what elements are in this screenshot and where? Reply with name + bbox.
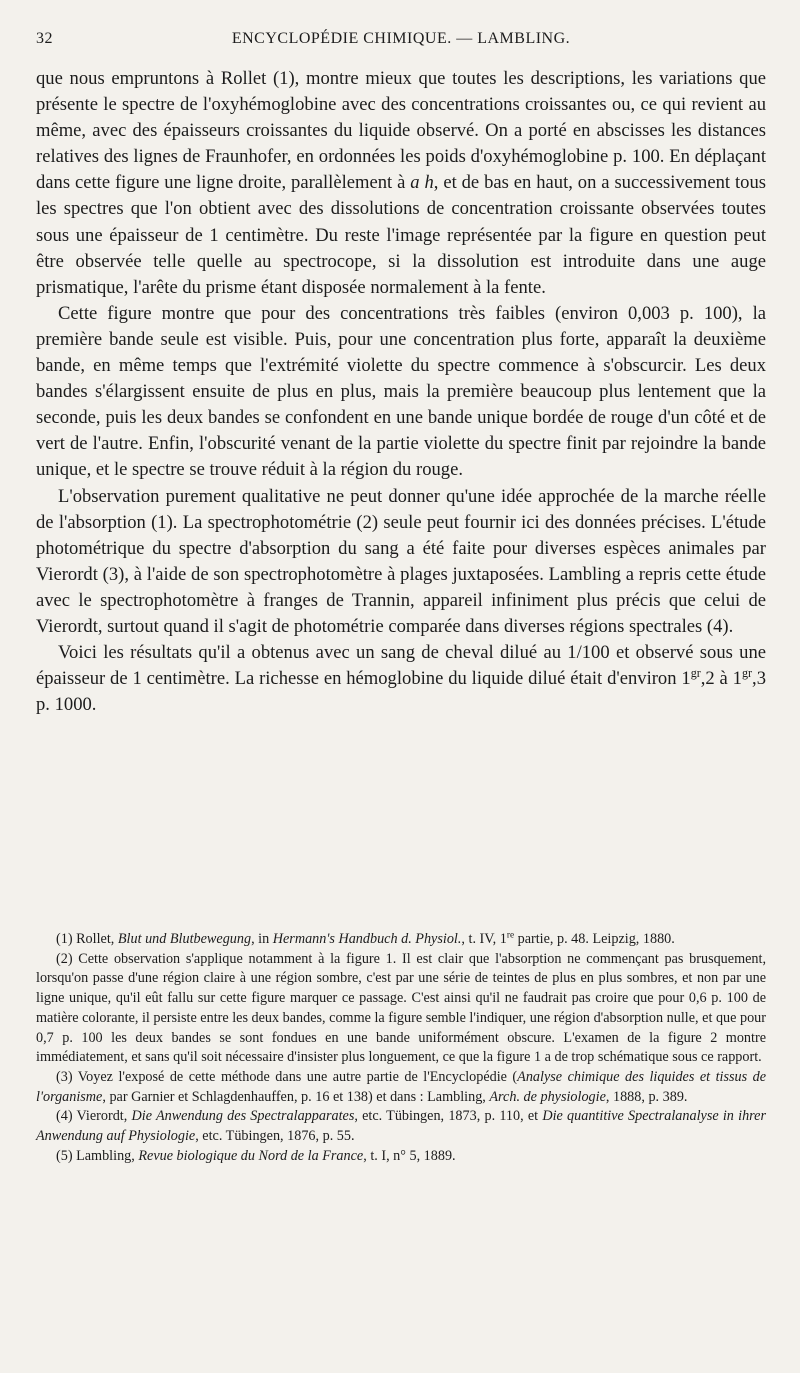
fn1-source: Hermann's Handbuch d. Physiol. — [272, 931, 462, 947]
variable-ah: a h — [410, 172, 434, 194]
fn1-d: partie, p. 48. Leipzig, 1880. — [514, 931, 675, 947]
footnote-3 — [36, 1068, 766, 1107]
fn3-source: Arch. de physiologie — [489, 1088, 606, 1105]
fn3-b: , par Garnier et Schlagdenhauffen, p. 16 et 138) et dans : Lambling, — [102, 1088, 490, 1105]
fn4-a: (4) Vierordt, — [56, 1108, 132, 1125]
footnote-4 — [36, 1107, 766, 1146]
paragraph-4-text-c: ,3 p. 1000. — [36, 668, 766, 716]
paragraph-4-text-a: Voici les résultats qu'il a obtenus avec un sang de cheval dilué au 1/100 et observé sous une épaisseur de 1 centimètre. La richesse en hémoglobine du liquide dilué était d'environ 1 — [36, 642, 766, 690]
unit-gr-2: gr — [741, 665, 753, 680]
footnote-1 — [36, 930, 766, 950]
paragraph-3: L'observation purement qualitative ne peut donner qu'une idée approchée de la marche réelle de l'absorption (1). La spectrophotométrie (2) seule peut fournir ici des données précises. L'étude photométrique du spectre d'absorption du sang a été faite pour diverses espèces animales par Vierordt (3), à l'aide de son spectrophotomètre à plages juxtaposées. Lambling a repris cette étude avec le spectrophotomètre à franges de Trannin, appareil infiniment plus précis que celui de Vierordt, surtout quand il s'agit de photométrie comparée dans diverses régions spectrales (4). — [36, 485, 766, 637]
footnote-5 — [36, 1147, 766, 1167]
fn3-a: (3) Voyez l'exposé de cette méthode dans une autre partie de l'Encyclopédie ( — [56, 1068, 518, 1085]
paragraph-2: Cette figure montre que pour des concentrations très faibles (environ 0,003 p. 100), la première bande seule est visible. Puis, pour une concentration plus forte, apparaît la deuxième bande, en même temps que l'extrémité violette du spectre commence à s'obscurcir. Les deux bandes s'élargissent ensuite de plus en plus, mais la première beaucoup plus lentement que la seconde, puis les deux bandes se confondent en une bande unique bordée de rouge d'un côté et de vert de l'autre. Enfin, l'obscurité venant de la partie violette du spectre finit par rejoindre la bande unique, et le spectre se trouve réduit à la région du rouge. — [36, 302, 766, 481]
paragraph-1 — [36, 66, 766, 301]
paragraph-1-text: que nous empruntons à Rollet (1), montre mieux que toutes les descriptions, les variations que présente le spectre de l'oxyhémoglobine avec des concentrations croissantes ou, ce qui revient au même, avec des épaisseurs croissantes du liquide observé. On a porté en abscisses les distances relatives des lignes de Fraunhofer, en ordonnées les poids d'oxyhémoglobine p. 100. En déplaçant dans cette figure une ligne droite, parallèlement à — [36, 68, 766, 194]
footnote-2: (2) Cette observation s'applique notamment à la figure 1. Il est clair que l'absorption ne commençant pas brusquement, lorsqu'on passe d'une région claire à une région sombre, c'est par une série de teintes de plus en plus sombres, et non par une ligne unique, qu'il eût fallu sur cette figure marquer ce passage. C'est ainsi qu'il ne faudrait pas croire que pour 0,6 p. 100 de matière colorante, il persiste entre les deux bandes, comme la figure semble l'indiquer, une région d'absorption nulle, et que pour 0,7 p. 100 les deux bandes se sont fondues en une bande uniformément obscure. L'examen de la figure 2 montre immédiatement, et sans qu'il soit nécessaire d'insister plus longuement, ce que la figure 1 a de trop schématique sous ce rapport. — [36, 950, 766, 1066]
fn4-title-2: Die quantitive Spectralanalyse in ihrer Anwendung auf Physiologie — [36, 1108, 766, 1145]
fn5-b: , t. I, n° 5, 1889. — [363, 1147, 456, 1164]
fn1-sup: re — [506, 929, 515, 940]
page-header — [36, 30, 766, 56]
fn1-title: Blut und Blutbewegung — [117, 931, 252, 947]
paragraph-4 — [36, 640, 766, 718]
fn4-b: , etc. Tübingen, 1873, p. 110, et — [354, 1108, 543, 1125]
unit-gr-1: gr — [690, 665, 701, 680]
fn1-c: , t. IV, 1 — [461, 931, 507, 947]
fn1-b: , in — [251, 931, 273, 947]
paragraph-4-text-b: ,2 à 1 — [700, 668, 742, 690]
fn5-a: (5) Lambling, — [56, 1147, 139, 1164]
paragraph-1-rest: , et de bas en haut, on a successivement tous les spectres que l'on obtient avec des dissolutions de concentration croissante observées toutes sous une épaisseur de 1 centimètre. Du reste l'image représentée par la figure en question peut être observée telle quelle au spectrocope, si la dissolution est introduite dans une auge prismatique, l'arête du prisme étant disposée normalement à la fente. — [36, 172, 766, 298]
fn4-c: , etc. Tübingen, 1876, p. 55. — [195, 1128, 355, 1145]
fn3-title: Analyse chimique des liquides et tissus de l'organisme — [36, 1068, 766, 1105]
fn3-c: , 1888, p. 389. — [605, 1088, 688, 1105]
page — [36, 30, 766, 1164]
body-text — [36, 66, 766, 718]
footnotes — [36, 930, 766, 1166]
fn4-title-1: Die Anwendung des Spectralapparates — [131, 1108, 355, 1125]
page-number: 32 — [36, 30, 53, 47]
running-head: ENCYCLOPÉDIE CHIMIQUE. — LAMBLING. — [231, 30, 571, 47]
fn1-a: (1) Rollet, — [56, 931, 118, 947]
fn5-title: Revue biologique du Nord de la France — [138, 1147, 364, 1164]
